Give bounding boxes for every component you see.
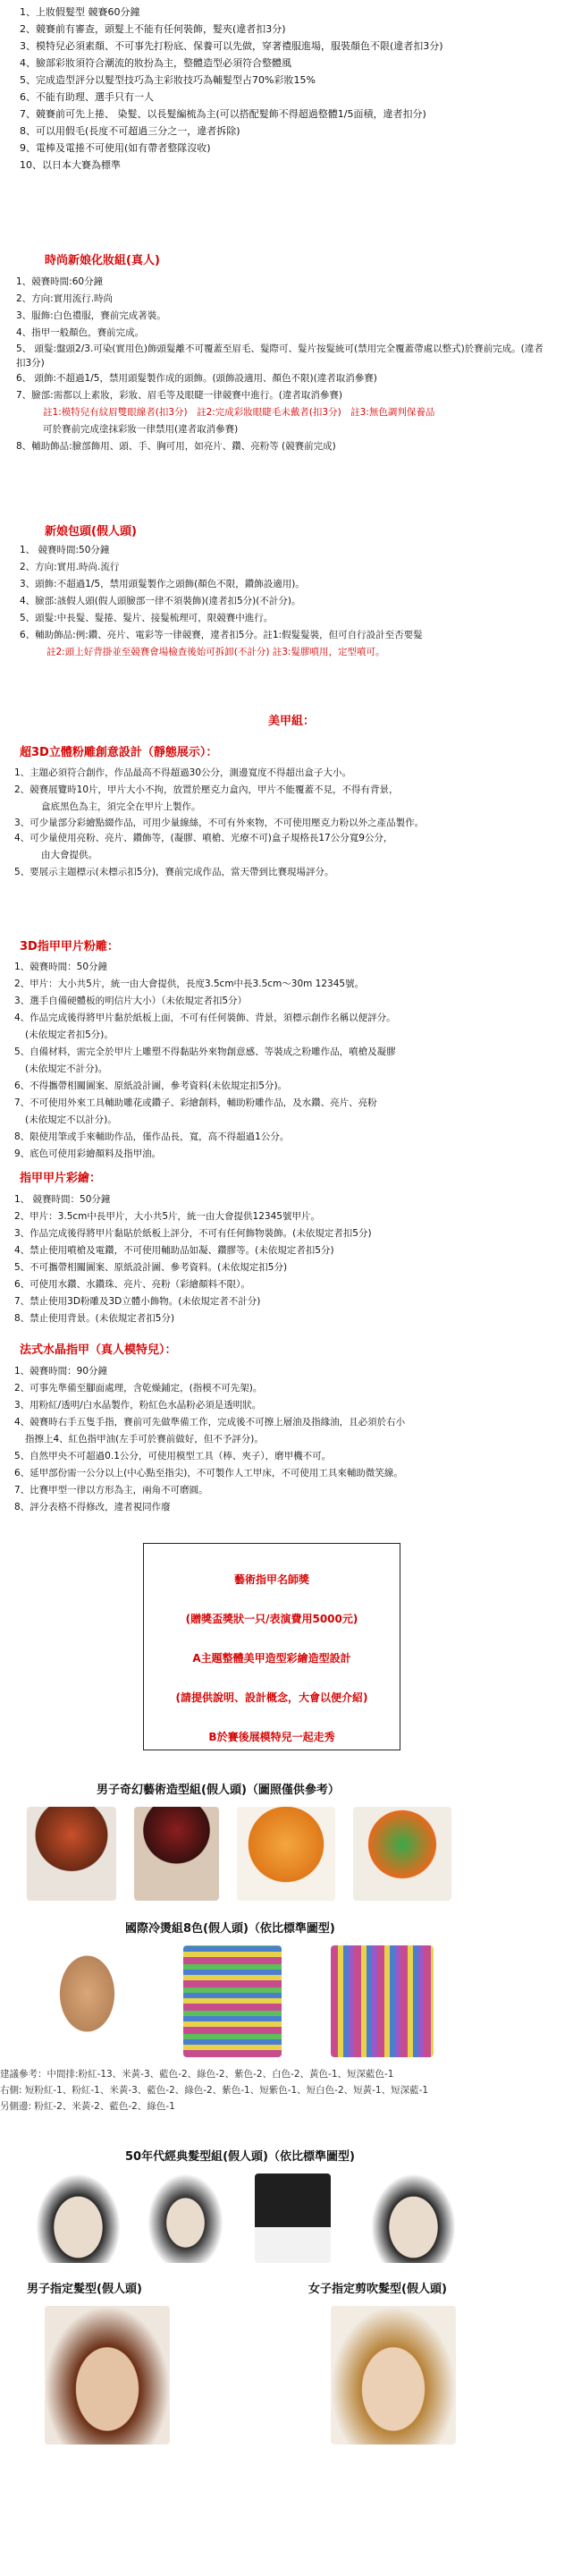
bridal-rules <box>16 274 552 455</box>
list-item: 由大會提供。 <box>41 850 97 860</box>
list-item: 5、完成造型評分以髮型技巧為主彩妝技巧為輔髮型占70%彩妝15% <box>20 74 316 86</box>
hair-photo <box>237 1807 335 1901</box>
list-item: 2、競賽展覽時10片，甲片大小不拘，放置於壓克力盒內，甲片不能覆蓋不見，不得有背景， <box>14 784 399 795</box>
list-item: 8、可以用假毛(長度不可超過三分之一，違者拆除) <box>20 125 240 137</box>
list-item: 6、可使用水鑽、水鑽珠、亮片、亮粉（彩繪顏料不限）。 <box>14 1279 250 1290</box>
section-title-nail-paint: 指甲甲片彩繪： <box>20 1172 102 1185</box>
list-item: 2、方向:實用.時尚.流行 <box>20 562 120 572</box>
section-title-bridal: 時尚新娘化妝組(真人) <box>45 254 160 267</box>
award-line: (贈獎盃獎狀一只/表演費用5000元) <box>185 1613 358 1625</box>
list-item: 3、模特兒必須素顏、不可事先打粉底、保養可以先做，穿著禮服進場，服裝顏色不限(違者扣3分) <box>20 40 443 52</box>
gallery-caption-female: 女子指定剪吹髮型(假人頭) <box>308 2283 447 2296</box>
section-title-gel: 法式水晶指甲（真人模特兒）： <box>20 1343 177 1357</box>
color-reference: 建議參考：中間排:粉紅-13、米黃-3、藍色-2、綠色-2、紫色-2、白色-2、黃色-1、短深藍色-1 <box>0 2069 394 2080</box>
award-line: A主題整體美甲造型彩繪造型設計 <box>192 1652 351 1665</box>
note-line: 註1:模特兒有紋眉雙眼線者(扣3分) 註2:完成彩妝眼睫毛未戴者(扣3分) 註3:無色調判保養品 <box>43 407 435 418</box>
list-item: 5、自然甲央不可超過0.1公分，可使用模型工具（棒、夾子），磨甲機不可。 <box>14 1451 332 1462</box>
color-reference: 另側邊: 粉紅-2、米黃-2、藍色-2、綠色-1 <box>0 2101 175 2112</box>
perm-photo <box>331 1945 434 2057</box>
list-item: 2、方向:實用流行.時尚 <box>16 293 114 304</box>
list-item: (未依規定不以計分)。 <box>25 1114 117 1125</box>
male-style-photo <box>45 2306 170 2445</box>
hair-photo <box>27 1807 116 1901</box>
list-item: 5、要展示主題標示(未標示扣5分)，賽前完成作品，當天帶到比賽現場評分。 <box>14 867 334 877</box>
list-item: 3、選手自備硬體板的明信片大小）（未依規定者扣5分） <box>14 996 248 1006</box>
list-item: 7、比賽甲型一律以方形為主，兩角不可磨圓。 <box>14 1485 208 1496</box>
list-item: 1、主題必須符合創作，作品最高不得超過30公分，測邊寬度不得超出盒子大小。 <box>14 767 352 778</box>
intro-rules <box>20 4 443 174</box>
section-title-3d-nail: 3D指甲甲片粉雕： <box>20 940 119 953</box>
nail-paint-rules <box>14 1191 372 1327</box>
list-item: 5、自備材料，需完全於甲片上雕塑不得黏貼外來物創意感、等裝成之粉雕作品，噴槍及凝膠 <box>14 1046 396 1057</box>
list-item: 7、競賽前可先上捲、 染髮、以長髮編梳為主(可以搭配髮飾不得超過整體1/5面積，違者扣分) <box>20 108 426 120</box>
award-line: B於賽後展模特兒一起走秀 <box>208 1731 335 1743</box>
list-item: 4、可少量使用亮粉、亮片、鑽飾等，(凝膠、噴槍、光療不可)盒子規格長17公分寬9公分， <box>14 833 393 843</box>
gel-rules <box>14 1363 405 1516</box>
list-item: 指擦上4、紅色指甲油(左手可於賽前做好，但不予評分)。 <box>25 1434 264 1445</box>
list-item: 3、作品完成後得將甲片黏貼於紙板上評分，不可有任何飾物裝飾。(未依規定者扣5分) <box>14 1228 372 1239</box>
list-item: 5、頭髮:中長髮、髮捲、髮片、接髮梳理可，限競賽中進行。 <box>20 613 274 623</box>
list-item: 5、 頭髮:盤頭2/3.可染(實用色)飾頭髮離不可覆蓋至眉毛、髮際可、髮片按髮統可(禁用完全覆蓋帶處以整式)於賽前完成。(違者扣3分) <box>16 343 544 369</box>
50s-hair-photo <box>371 2174 456 2263</box>
list-item: 4、禁止使用噴槍及電鑽，不可使用輔助品如凝、鑽膠等。(未依規定者扣5分) <box>14 1245 334 1256</box>
list-item: 6、延甲部份需一公分以上(中心點至指尖)，不可製作人工甲床，不可使用工具來輔助微笑線。 <box>14 1468 403 1479</box>
list-item: 5、不可攜帶相關圖案、原紙設計圖、參考資料。(未依規定扣5分) <box>14 1262 288 1273</box>
50s-hair-photo <box>147 2174 223 2263</box>
list-item: 6、不得攜帶相關圖案、原紙設計圖，參考資料(未依規定扣5分)。 <box>14 1080 288 1091</box>
award-title: 藝術指甲名師獎 <box>233 1573 309 1586</box>
list-item: 1、上妝假髮型 競賽60分鐘 <box>20 6 140 18</box>
gallery-caption-50s: 50年代經典髮型組(假人頭)（依比標準圖型) <box>125 2150 355 2164</box>
list-item: 3、用粉紅/透明/白水晶製作，粉紅色水晶粉必須是透明狀。 <box>14 1400 262 1411</box>
note-line: 可於賽前完成塗抹彩妝一律禁用(違者取消參賽) <box>43 424 239 435</box>
list-item: 4、競賽時右手五隻手指，賽前可先做準備工作，完成後不可擦上層油及指緣油，且必須於右小 <box>14 1417 406 1428</box>
list-item: 1、競賽時間：90分鐘 <box>14 1366 108 1377</box>
section-title-3d-acrylic: 超3D立體粉雕創意設計（靜態展示）： <box>20 746 218 759</box>
list-item: 1、競賽時間:60分鐘 <box>16 276 104 287</box>
updo-rules <box>20 542 423 661</box>
list-item: (未依規定者扣5分)。 <box>25 1030 114 1040</box>
list-item: 6、不能有助理、選手只有一人 <box>20 91 154 103</box>
hair-photo <box>134 1807 219 1901</box>
list-item: 6、 頭飾:不超過1/5，禁用頭髮製作成的頭飾。(頭飾設適用、顏色不限)(違者取消參賽) <box>16 373 377 384</box>
list-item: 2、競賽前有審查，頭髮上不能有任何裝飾，髮夾(違者扣3分) <box>20 23 286 35</box>
gallery-caption-perm: 國際冷燙組8色(假人頭)（依比標準圖型) <box>125 1922 335 1936</box>
hair-photo <box>353 1807 451 1901</box>
award-line: (請提供說明、設計概念，大會以便介紹) <box>175 1691 368 1704</box>
list-item: 8、限使用筆或手來輔助作品，僅作品長，寬，高不得超過1公分。 <box>14 1131 290 1142</box>
list-item: 7、禁止使用3D粉雕及3D立體小飾物。(未依規定者不計分) <box>14 1296 261 1307</box>
list-item: 4、臉部彩妝須符合潮流的妝扮為主，整體造型必須符合整體風 <box>20 57 291 69</box>
list-item: 4、指甲一般顏色，賽前完成。 <box>16 327 145 338</box>
note-line: 註2:頭上好背掛並至競賽會場檢查後始可拆卸(不計分) 註3:髮膠噴用，定型噴可。 <box>46 647 385 657</box>
list-item: 9、底色可使用彩繪顏料及指甲油。 <box>14 1148 162 1159</box>
section-title-updo: 新娘包頭(假人頭) <box>45 525 137 538</box>
list-item: 7、臉部:需都以上素妝，彩妝、眉毛等及眼睫一律競賽中進行。(違者取消參賽) <box>16 390 342 401</box>
mannequin-photo <box>45 1945 130 2053</box>
list-item: 7、不可使用外來工具輔助雕花或鑽子、彩繪創料，輔助粉雕作品，及水鑽、亮片、亮粉 <box>14 1097 377 1108</box>
list-item: 1、 競賽時間:50分鐘 <box>20 545 110 555</box>
list-item: 3、可少量部分彩繪點綴作品，可用少量線絲，不可有外來物，不可使用壓克力粉以外之產品製作。 <box>14 818 425 828</box>
perm-photo <box>183 1945 282 2057</box>
gallery-caption-fantasy: 男子奇幻藝術造型組(假人頭)（圖照僅供參考） <box>97 1784 340 1797</box>
section-title-nail: 美甲組： <box>268 715 316 728</box>
list-item: 1、競賽時間：50分鐘 <box>14 962 108 972</box>
list-item: 3、服飾:白色禮服，賽前完成著裝。 <box>16 310 166 321</box>
list-item: 4、臉部:該假人頭(假人頭臉部一律不須裝飾)(違者扣5分)(不計分)。 <box>20 596 301 606</box>
award-box <box>143 1543 400 1750</box>
list-item: 8、評分表格不得修改，違者視同作廢 <box>14 1502 171 1513</box>
list-item: 2、可事先準備至腳面處理，含乾燥鋪定，(指模不可先架)。 <box>14 1383 263 1394</box>
list-item: 盒底黑色為主，須完全在甲片上製作。 <box>41 801 201 812</box>
list-item: 2、甲片：3.5cm中長甲片，大小共5片，統一由大會提供12345號甲片。 <box>14 1211 320 1222</box>
list-item: 2、甲片：大小共5片，統一由大會提供，長度3.5cm中長3.5cm～30m 12345號。 <box>14 979 365 989</box>
50s-hair-photo <box>255 2174 331 2263</box>
50s-hair-photo <box>36 2174 121 2263</box>
list-item: 1、 競賽時間：50分鐘 <box>14 1194 111 1205</box>
list-item: 10、以日本大賽為標準 <box>20 159 121 171</box>
list-item: 8、禁止使用背景。(未依規定者扣5分) <box>14 1313 175 1324</box>
gallery-caption-male: 男子指定髮型(假人頭) <box>27 2283 142 2296</box>
3d-nail-rules <box>14 959 396 1163</box>
list-item: 3、頭飾:不超過1/5，禁用頭髮製作之頭飾(顏色不限，鑽飾設適用)。 <box>20 579 305 589</box>
list-item: 9、電棒及電捲不可使用(如有帶者整隊沒收) <box>20 142 211 154</box>
list-item: 6、輔助飾品:例:鑽、亮片、電彩等一律競賽，違者扣5分。註1:假髮髮裝，但可自行設計至否要髮 <box>20 630 423 640</box>
female-style-photo <box>331 2306 456 2445</box>
acrylic-rules <box>14 765 551 881</box>
list-item: (未依規定不計分)。 <box>25 1063 108 1074</box>
list-item: 8、輔助飾品:臉部飾用、頭、手、胸可用，如亮片、鑽、亮粉等 (競賽前完成) <box>16 441 336 452</box>
list-item: 4、作品完成後得將甲片黏於紙板上面，不可有任何裝飾、背景，須標示創作名稱以便評分。 <box>14 1013 396 1023</box>
color-reference: 右側: 短粉紅-1、粉紅-1、米黃-3、藍色-2、綠色-2、紫色-1、短紫色-1、短白色-2、短黃-1、短深藍-1 <box>0 2085 429 2096</box>
